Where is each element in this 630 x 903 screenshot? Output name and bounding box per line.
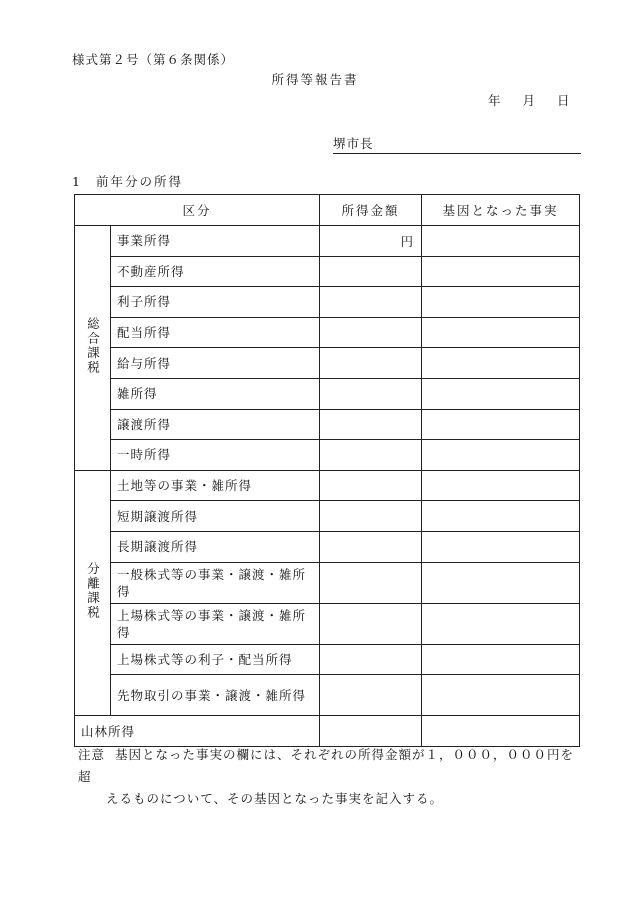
reason-cell[interactable] (422, 470, 580, 501)
note-label: 注意 (78, 747, 106, 762)
table-row (75, 675, 580, 716)
header-reason: 基因となった事実 (422, 195, 580, 226)
income-type-label: 短期譲渡所得 (111, 501, 320, 532)
header-amount: 所得金額 (320, 195, 422, 226)
income-type-label: 給与所得 (111, 348, 320, 379)
amount-cell[interactable] (320, 531, 422, 562)
table-row (75, 317, 580, 348)
table-row (75, 644, 580, 675)
income-table (74, 194, 580, 747)
reason-cell[interactable] (422, 409, 580, 440)
table-row (75, 226, 580, 257)
reason-cell[interactable] (422, 378, 580, 409)
amount-cell[interactable] (320, 317, 422, 348)
income-type-label: 譲渡所得 (111, 409, 320, 440)
section-title: 前年分の所得 (95, 174, 183, 189)
amount-cell[interactable] (320, 603, 422, 644)
group-label-cell (75, 226, 111, 471)
reason-cell[interactable] (422, 675, 580, 716)
reason-cell[interactable] (422, 501, 580, 532)
note-text-line2: えるものについて、その基因となった事実を記入する。 (106, 791, 444, 806)
group-label: 分離課税 (85, 562, 101, 621)
reason-cell[interactable] (422, 348, 580, 379)
reason-cell[interactable] (422, 226, 580, 257)
group-label: 総合課税 (85, 317, 101, 376)
income-type-label: 先物取引の事業・譲渡・雑所得 (111, 675, 320, 716)
income-type-label: 一時所得 (111, 440, 320, 471)
income-type-label: 雑所得 (111, 378, 320, 409)
amount-cell[interactable] (320, 501, 422, 532)
reason-cell[interactable] (422, 562, 580, 603)
table-row (75, 501, 580, 532)
income-type-label: 事業所得 (111, 226, 320, 257)
table-row (75, 716, 580, 747)
amount-cell[interactable] (320, 470, 422, 501)
income-type-label: 配当所得 (111, 317, 320, 348)
reason-cell[interactable] (422, 317, 580, 348)
table-row (75, 440, 580, 471)
reason-cell[interactable] (422, 603, 580, 644)
reason-cell[interactable] (422, 287, 580, 318)
date-year-label: 年 (488, 93, 501, 108)
reason-cell[interactable] (422, 440, 580, 471)
table-row (75, 562, 580, 603)
amount-cell[interactable] (320, 378, 422, 409)
section-heading (72, 172, 183, 190)
row-label-mountain-forest: 山林所得 (75, 716, 320, 747)
amount-cell[interactable] (320, 287, 422, 318)
date-line (488, 91, 570, 109)
reason-cell[interactable] (422, 644, 580, 675)
income-type-label: 不動産所得 (111, 256, 320, 287)
amount-cell[interactable] (320, 675, 422, 716)
table-row (75, 348, 580, 379)
table-row (75, 603, 580, 644)
table-row (75, 409, 580, 440)
amount-cell[interactable] (320, 348, 422, 379)
amount-cell[interactable] (320, 226, 422, 257)
note-text-line1: 基因となった事実の欄には、それぞれの所得金額が１，０００，０００円を超 (78, 747, 575, 784)
table-row (75, 531, 580, 562)
amount-cell[interactable] (320, 716, 422, 747)
group-label-cell (75, 470, 111, 715)
amount-cell[interactable] (320, 644, 422, 675)
reason-cell[interactable] (422, 531, 580, 562)
form-number: 様式第２号（第６条関係） (72, 52, 235, 67)
income-type-label: 一般株式等の事業・譲渡・雑所得 (111, 562, 320, 603)
table-row (75, 256, 580, 287)
reason-cell[interactable] (422, 256, 580, 287)
note (78, 744, 583, 810)
addressee-line (333, 134, 581, 154)
table-row (75, 287, 580, 318)
header-category: 区分 (75, 195, 320, 226)
document-title: 所得等報告書 (271, 72, 359, 87)
table-header-row (75, 195, 580, 226)
yen-unit: 円 (400, 233, 414, 249)
income-type-label: 土地等の事業・雑所得 (111, 470, 320, 501)
date-month-label: 月 (522, 93, 536, 108)
section-number: 1 (72, 174, 82, 189)
income-type-label: 長期譲渡所得 (111, 531, 320, 562)
date-day-label: 日 (557, 93, 570, 108)
reason-cell[interactable] (422, 716, 580, 747)
addressee-label: 堺市長 (333, 136, 374, 151)
amount-cell[interactable] (320, 562, 422, 603)
amount-cell[interactable] (320, 440, 422, 471)
income-type-label: 利子所得 (111, 287, 320, 318)
income-type-label: 上場株式等の利子・配当所得 (111, 644, 320, 675)
amount-cell[interactable] (320, 256, 422, 287)
amount-cell[interactable] (320, 409, 422, 440)
table-row (75, 378, 580, 409)
table-row (75, 470, 580, 501)
income-type-label: 上場株式等の事業・譲渡・雑所得 (111, 603, 320, 644)
